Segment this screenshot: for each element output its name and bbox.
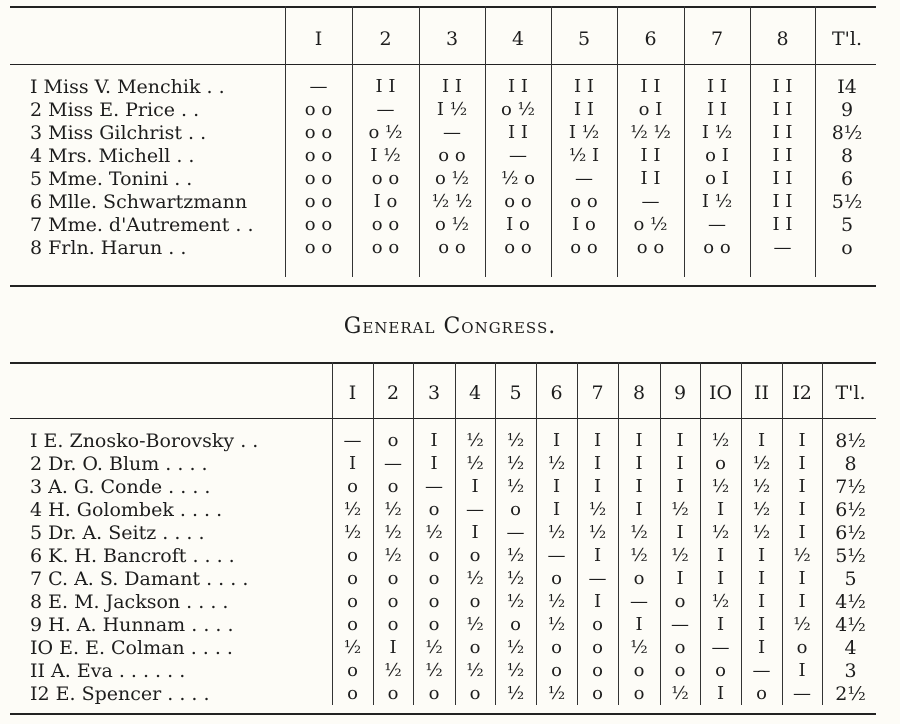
score-cell: ½ <box>588 522 607 543</box>
score-cell: I I <box>508 76 528 97</box>
score-cell: I <box>798 591 806 612</box>
score-cell: o <box>387 591 399 612</box>
score-cell: ½ o <box>500 168 535 189</box>
score-cell: o I <box>705 145 729 166</box>
score-cell: o o <box>570 191 598 212</box>
column-header: 2 <box>386 382 400 404</box>
score-cell: o ½ <box>500 99 535 120</box>
total-cell: o <box>841 237 853 259</box>
total-cell: 5½ <box>831 191 863 213</box>
score-cell: o <box>347 568 358 589</box>
score-cell: o <box>469 683 481 704</box>
score-cell: o <box>469 591 481 612</box>
score-cell: — <box>575 168 593 189</box>
score-cell: o <box>347 660 358 681</box>
score-cell: I I <box>707 99 727 120</box>
score-cell: I I <box>772 99 793 120</box>
score-cell: I <box>798 430 806 451</box>
player-name: 7 Mme. d'Autrement . . <box>30 214 254 236</box>
score-cell: I <box>757 637 766 658</box>
score-cell: o o <box>636 237 665 258</box>
score-cell: o <box>387 476 399 497</box>
player-name: 2 Miss E. Price . . <box>30 99 200 121</box>
score-cell: o <box>551 637 562 658</box>
score-cell: I ½ <box>436 99 468 120</box>
score-cell: ½ <box>630 522 648 543</box>
score-cell: o o <box>371 214 400 235</box>
total-cell: I4 <box>837 76 857 98</box>
score-cell: o o <box>304 122 333 143</box>
general-congress-title: General Congress. <box>343 314 557 339</box>
score-cell: o <box>510 499 521 520</box>
score-cell: — <box>773 237 792 258</box>
score-cell: ½ <box>506 453 525 474</box>
score-cell: o o <box>304 191 333 212</box>
score-cell: o <box>592 637 603 658</box>
score-cell: I <box>552 499 561 520</box>
player-name: 6 Mlle. Schwartzmann <box>30 191 248 213</box>
score-cell: I <box>757 430 766 451</box>
score-cell: I <box>635 430 643 451</box>
score-cell: I <box>676 476 684 497</box>
score-cell: ½ <box>547 522 566 543</box>
score-cell: I ½ <box>701 191 733 212</box>
total-cell: 9 <box>840 99 854 121</box>
score-cell: I ½ <box>568 122 600 143</box>
total-header: T'l. <box>835 382 866 404</box>
score-cell: — <box>343 430 362 451</box>
score-cell: I <box>635 453 643 474</box>
score-cell: I <box>552 430 561 451</box>
score-cell: I I <box>574 76 594 97</box>
player-name: 2 Dr. O. Blum . . . . <box>30 453 208 475</box>
player-name: 3 Miss Gilchrist . . <box>30 122 207 144</box>
bottom-rule <box>10 713 876 715</box>
column-header: I <box>348 382 357 404</box>
score-cell: ½ <box>506 683 525 704</box>
score-cell: I <box>757 568 766 589</box>
score-cell: — <box>752 660 771 681</box>
column-header: 5 <box>509 382 522 404</box>
score-cell: ½ <box>506 637 525 658</box>
total-cell: 6 <box>840 168 854 190</box>
score-cell: ½ <box>384 660 402 681</box>
score-cell: I I <box>574 99 594 120</box>
score-cell: ½ <box>752 522 771 543</box>
score-cell: — <box>509 145 527 166</box>
score-cell: I <box>676 522 684 543</box>
score-cell: I <box>676 568 684 589</box>
score-cell: I <box>798 499 806 520</box>
score-cell: I o <box>373 191 398 212</box>
score-cell: o <box>347 591 358 612</box>
score-cell: o <box>633 683 645 704</box>
score-cell: ½ <box>711 591 730 612</box>
score-cell: o <box>674 660 686 681</box>
total-cell: 4 <box>844 637 857 659</box>
score-cell: I <box>676 453 684 474</box>
score-cell: o I <box>705 168 729 189</box>
score-cell: I <box>716 499 725 520</box>
score-cell: I <box>757 614 766 635</box>
score-cell: ½ <box>752 476 771 497</box>
score-cell: o <box>469 637 481 658</box>
score-cell: o <box>633 568 645 589</box>
bottom-rule <box>10 285 876 287</box>
score-cell: ½ <box>506 591 525 612</box>
score-cell: o <box>387 568 399 589</box>
column-header: II <box>753 382 769 404</box>
column-header: IO <box>708 382 733 404</box>
score-cell: ½ <box>384 499 402 520</box>
score-cell: ½ <box>466 660 484 681</box>
score-cell: ½ ½ <box>431 191 473 212</box>
score-cell: ½ <box>547 591 566 612</box>
score-cell: ½ <box>547 683 566 704</box>
score-cell: o <box>428 614 440 635</box>
score-cell: — <box>793 683 811 704</box>
total-cell: 8½ <box>835 430 866 452</box>
score-cell: ½ <box>711 522 730 543</box>
score-cell: I <box>593 591 602 612</box>
score-cell: o o <box>304 145 333 166</box>
score-cell: ½ <box>425 522 443 543</box>
score-cell: I <box>716 683 725 704</box>
column-header: I <box>314 28 323 50</box>
score-cell: — <box>708 214 726 235</box>
score-cell: ½ <box>671 499 689 520</box>
player-name: 8 Frln. Harun . . <box>30 237 187 259</box>
score-cell: ½ <box>711 476 730 497</box>
score-cell: I <box>635 614 643 635</box>
score-cell: o <box>592 683 603 704</box>
player-name: 4 Mrs. Michell . . <box>30 145 195 167</box>
top-rule <box>10 6 876 8</box>
score-cell: I <box>389 637 397 658</box>
column-header: 7 <box>710 28 724 50</box>
player-name: 9 H. A. Hunnam . . . . <box>30 614 234 636</box>
column-header: 8 <box>632 382 646 404</box>
score-cell: o <box>347 614 358 635</box>
score-cell: — <box>506 522 525 543</box>
score-cell: o I <box>638 99 663 120</box>
total-cell: 6½ <box>835 522 866 544</box>
total-cell: 6½ <box>835 499 866 521</box>
score-cell: o o <box>570 237 598 258</box>
score-cell: I <box>676 430 684 451</box>
score-cell: I <box>552 476 561 497</box>
player-name: 4 H. Golombek . . . . <box>30 499 223 521</box>
score-cell: I <box>716 545 725 566</box>
player-name: 3 A. G. Conde . . . . <box>30 476 211 498</box>
score-cell: ½ <box>671 683 689 704</box>
score-cell: I I <box>772 214 793 235</box>
score-cell: o <box>510 614 521 635</box>
score-cell: o o <box>304 237 333 258</box>
score-cell: I I <box>508 122 528 143</box>
score-cell: ½ <box>506 660 525 681</box>
score-cell: ½ <box>711 430 730 451</box>
score-cell: ½ <box>343 522 362 543</box>
player-name: II A. Eva . . . . . . <box>30 660 186 682</box>
player-name: I E. Znosko-Borovsky . . <box>30 430 259 452</box>
score-cell: o <box>428 683 440 704</box>
score-cell: o <box>387 614 399 635</box>
score-cell: o <box>756 683 767 704</box>
score-cell: — <box>466 499 484 520</box>
total-cell: 5½ <box>835 545 866 567</box>
score-cell: o ½ <box>633 214 668 235</box>
score-cell: — <box>711 637 730 658</box>
player-name: I2 E. Spencer . . . . <box>30 683 210 705</box>
total-cell: 8 <box>844 453 857 475</box>
score-cell: I <box>348 453 357 474</box>
score-cell: I <box>798 568 806 589</box>
score-cell: ½ <box>506 476 525 497</box>
score-cell: o <box>428 545 440 566</box>
score-cell: ½ <box>671 545 689 566</box>
header-rule <box>10 64 876 65</box>
score-cell: — <box>425 476 443 497</box>
score-cell: ½ <box>752 499 771 520</box>
score-cell: — <box>384 453 402 474</box>
score-cell: o ½ <box>368 122 403 143</box>
score-cell: I <box>430 430 438 451</box>
score-cell: ½ I <box>568 145 600 166</box>
score-cell: ½ <box>793 545 811 566</box>
column-header: 6 <box>550 382 563 404</box>
player-name: 5 Dr. A. Seitz . . . . <box>30 522 205 544</box>
score-cell: o <box>551 660 562 681</box>
score-cell: o <box>428 568 440 589</box>
score-cell: o <box>715 660 726 681</box>
score-cell: o <box>592 614 603 635</box>
score-cell: o o <box>371 168 400 189</box>
column-header: 9 <box>673 382 687 404</box>
score-cell: ½ <box>343 637 362 658</box>
score-cell: I <box>798 476 806 497</box>
score-cell: I I <box>772 168 793 189</box>
score-cell: ½ <box>506 568 525 589</box>
player-name: IO E. E. Colman . . . . <box>30 637 233 659</box>
column-header: 6 <box>644 28 657 50</box>
score-cell: I <box>593 545 602 566</box>
player-name: 8 E. M. Jackson . . . . <box>30 591 229 613</box>
score-cell: I <box>593 453 602 474</box>
score-cell: I <box>635 499 643 520</box>
score-cell: — <box>376 99 395 120</box>
score-cell: ½ <box>588 499 607 520</box>
score-cell: I o <box>506 214 530 235</box>
score-cell: ½ <box>506 545 525 566</box>
score-cell: — <box>309 76 328 97</box>
score-cell: o o <box>304 214 333 235</box>
total-cell: 8 <box>840 145 854 167</box>
score-cell: I I <box>772 76 793 97</box>
score-cell: — <box>641 191 660 212</box>
player-name: 6 K. H. Bancroft . . . . <box>30 545 235 567</box>
score-cell: ½ <box>547 453 566 474</box>
score-cell: I <box>471 522 479 543</box>
score-cell: o o <box>504 191 532 212</box>
score-cell: — <box>630 591 648 612</box>
score-cell: ½ <box>630 545 648 566</box>
score-cell: I <box>798 660 806 681</box>
score-cell: I I <box>640 145 661 166</box>
score-cell: ½ <box>384 545 402 566</box>
score-cell: o <box>387 430 399 451</box>
score-cell: — <box>671 614 689 635</box>
score-cell: I I <box>772 145 793 166</box>
score-cell: ½ ½ <box>630 122 671 143</box>
column-header: 4 <box>511 28 525 50</box>
score-cell: I <box>798 453 806 474</box>
total-cell: 5 <box>844 568 857 590</box>
score-cell: o <box>469 545 481 566</box>
player-name: 5 Mme. Tonini . . <box>30 168 193 190</box>
score-cell: o <box>347 476 358 497</box>
total-cell: 3 <box>844 660 857 682</box>
score-cell: I <box>635 476 643 497</box>
score-cell: ½ <box>752 453 771 474</box>
score-cell: I <box>716 568 725 589</box>
score-cell: o o <box>304 168 333 189</box>
column-header: 5 <box>577 28 591 50</box>
score-cell: o o <box>371 237 400 258</box>
header-rule <box>10 418 876 419</box>
score-cell: I <box>593 476 602 497</box>
score-cell: o <box>387 683 399 704</box>
score-cell: ½ <box>630 637 648 658</box>
score-cell: ½ <box>506 430 525 451</box>
score-cell: o <box>674 591 686 612</box>
score-cell: ½ <box>466 430 484 451</box>
score-cell: — <box>588 568 607 589</box>
score-cell: ½ <box>547 614 566 635</box>
score-cell: I I <box>640 168 661 189</box>
player-name: I Miss V. Menchik . . <box>30 76 225 98</box>
score-cell: I ½ <box>701 122 733 143</box>
score-cell: o ½ <box>434 168 469 189</box>
score-cell: I <box>471 476 479 497</box>
score-cell: o <box>796 637 808 658</box>
score-cell: I I <box>442 76 462 97</box>
score-cell: I <box>430 453 438 474</box>
score-cell: o ½ <box>434 214 469 235</box>
score-cell: ½ <box>425 660 443 681</box>
column-header: 4 <box>468 382 482 404</box>
column-header: 3 <box>445 28 459 50</box>
score-cell: ½ <box>466 453 484 474</box>
score-cell: o <box>551 568 562 589</box>
score-cell: — <box>443 122 461 143</box>
column-header: 8 <box>776 28 789 50</box>
score-cell: I <box>757 591 766 612</box>
score-cell: o <box>347 545 358 566</box>
score-cell: I o <box>572 214 596 235</box>
score-cell: o <box>592 660 603 681</box>
total-header: T'l. <box>831 28 862 50</box>
score-cell: ½ <box>466 568 484 589</box>
score-cell: I I <box>707 76 727 97</box>
score-cell: o o <box>304 99 333 120</box>
column-header: 7 <box>591 382 604 404</box>
score-cell: o o <box>438 145 466 166</box>
score-cell: o <box>633 660 645 681</box>
score-cell: o <box>674 637 686 658</box>
total-cell: 4½ <box>835 591 866 613</box>
score-cell: I <box>757 545 766 566</box>
score-cell: I I <box>640 76 661 97</box>
score-cell: I <box>593 430 602 451</box>
column-header: I2 <box>792 382 812 404</box>
score-cell: ½ <box>425 637 443 658</box>
total-cell: 2½ <box>835 683 866 705</box>
score-cell: o o <box>703 237 731 258</box>
top-rule <box>10 362 876 364</box>
score-cell: I I <box>375 76 396 97</box>
score-cell: I I <box>772 191 793 212</box>
column-header: 3 <box>427 382 441 404</box>
total-cell: 7½ <box>835 476 866 498</box>
total-cell: 8½ <box>831 122 863 144</box>
score-cell: ½ <box>343 499 362 520</box>
score-cell: ½ <box>384 522 402 543</box>
score-cell: I <box>716 614 725 635</box>
player-name: 7 C. A. S. Damant . . . . <box>30 568 249 590</box>
total-cell: 4½ <box>835 614 866 636</box>
score-cell: ½ <box>466 614 484 635</box>
score-cell: I I <box>772 122 793 143</box>
total-cell: 5 <box>840 214 854 236</box>
score-cell: — <box>547 545 566 566</box>
column-header: 2 <box>379 28 392 50</box>
score-cell: ½ <box>793 614 811 635</box>
score-cell: o <box>428 499 440 520</box>
score-cell: o <box>428 591 440 612</box>
score-cell: o <box>715 453 726 474</box>
score-cell: o o <box>438 237 466 258</box>
score-cell: o <box>347 683 358 704</box>
score-cell: I ½ <box>370 145 401 166</box>
score-cell: o o <box>504 237 532 258</box>
score-cell: I <box>798 522 806 543</box>
